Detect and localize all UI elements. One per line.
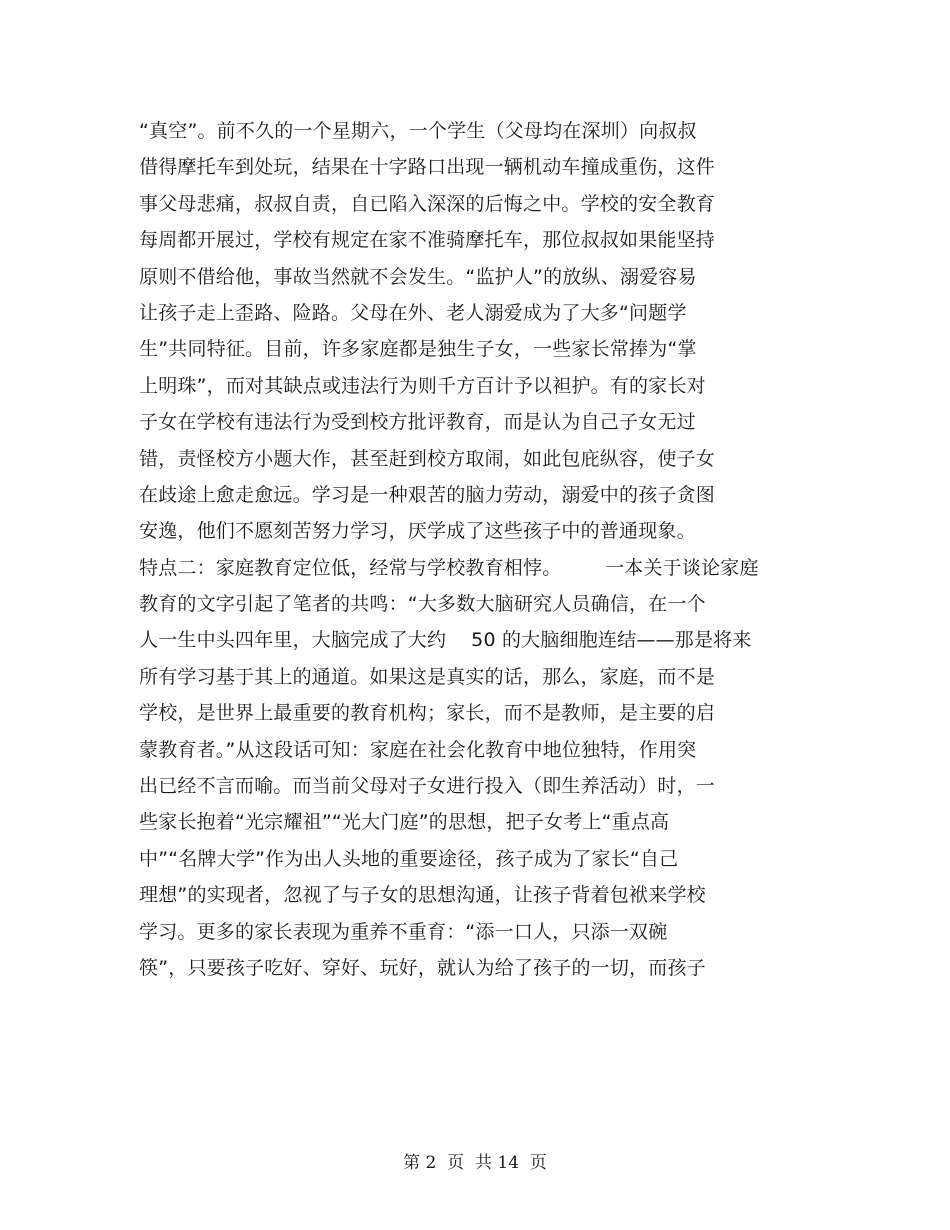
body-text: [139, 113, 819, 986]
text-line: 所有学习基于其上的通道。如果这是真实的话，那么，家庭，而不是: [139, 665, 716, 688]
text-line: 子女在学校有违法行为受到校方批评教育，而是认为自己子女无过: [139, 411, 696, 434]
text-line: 学习。更多的家长表现为重养不重育：“添一口人，只添一双碗: [139, 920, 668, 943]
text-line: 在歧途上愈走愈远。学习是一种艰苦的脑力劳动，溺爱中的孩子贪图: [139, 483, 716, 506]
text-line: 蒙教育者。”从这段话可知：家庭在社会化教育中地位独特，作用突: [139, 738, 697, 761]
text-line: 中”“名牌大学”作为出人头地的重要途径，孩子成为了家长“自己: [139, 847, 679, 870]
text-line: 上明珠”，而对其缺点或违法行为则千方百计予以袒护。有的家长对: [139, 374, 706, 397]
text-line: 事父母悲痛，叔叔自责，自已陷入深深的后悔之中。学校的安全教育: [139, 192, 716, 215]
text-line: 筷”，只要孩子吃好、穿好、玩好，就认为给了孩子的一切，而孩子: [139, 956, 706, 979]
text-line: 些家长抱着“光宗耀祖”“光大门庭”的思想，把子女考上“重点高: [139, 811, 670, 834]
text-line: 每周都开展过，学校有规定在家不准骑摩托车，那位叔叔如果能坚持: [139, 229, 716, 252]
text-line: “真空”。前不久的一个星期六，一个学生（父母均在深圳）向叔叔: [139, 120, 697, 142]
text-line: 让孩子走上歪路、险路。父母在外、老人溺爱成为了大多“问题学: [139, 301, 687, 324]
text-line: 生”共同特征。目前，许多家庭都是独生子女，一些家长常捧为“掌: [139, 338, 697, 361]
text-line: 安逸，他们不愿刻苦努力学习，厌学成了这些孩子中的普通现象。: [139, 520, 696, 543]
text-line: 借得摩托车到处玩，结果在十字路口出现一辆机动车撞成重伤，这件: [139, 156, 716, 179]
text-line: 学校，是世界上最重要的教育机构；家长，而不是教师，是主要的启: [139, 702, 716, 725]
text-line: 理想”的实现者，忽视了与子女的思想沟通，让孩子背着包袱来学校: [139, 884, 706, 907]
text-line: 特点二：家庭教育定位低，经常与学校教育相悖。 一本关于谈论家庭: [139, 556, 759, 579]
text-line: 教育的文字引起了笔者的共鸣：“大多数大脑研究人员确信，在一个: [139, 593, 706, 616]
page-number-footer: 第 2 页 共 14 页: [403, 1153, 547, 1173]
text-line: 人一生中头四年里，大脑完成了大约 50 的大脑细胞连结——那是将来: [139, 629, 752, 652]
text-line: 原则不借给他，事故当然就不会发生。“监护人”的放纵、溺爱容易: [139, 265, 697, 288]
text-line: 出已经不言而喻。而当前父母对子女进行投入（即生养活动）时，一: [139, 775, 716, 798]
text-line: 错，责怪校方小题大作，甚至赶到校方取闹，如此包庇纵容，使子女: [139, 447, 716, 470]
